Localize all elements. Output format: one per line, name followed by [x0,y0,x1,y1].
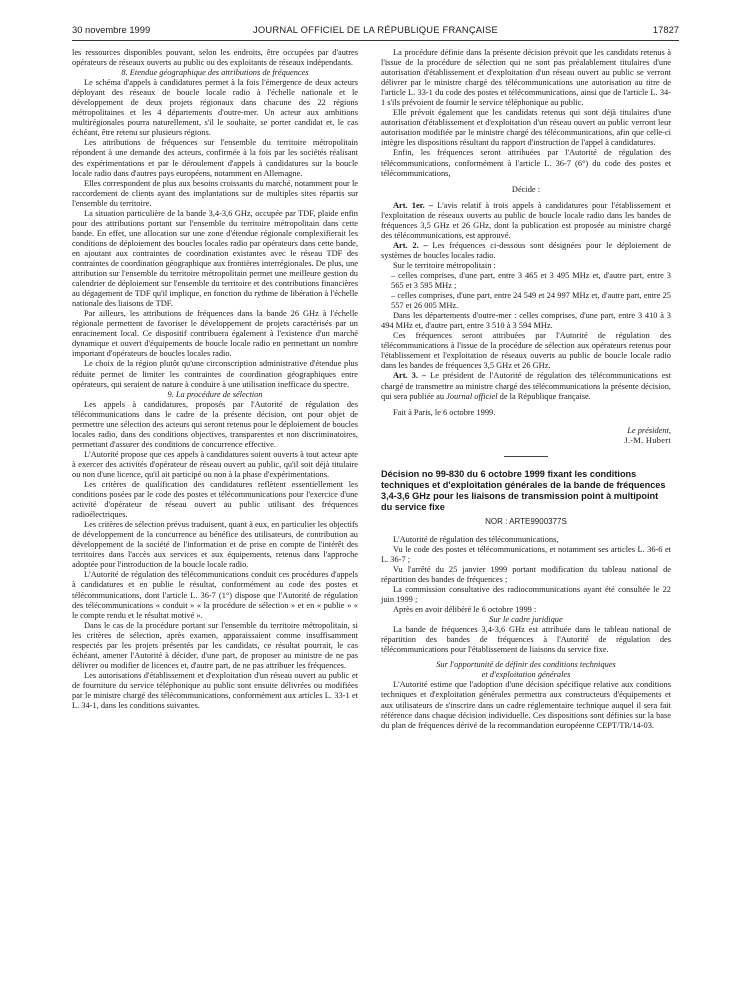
list-item: – celles comprises, d'une part, entre 3 465 et 3 495 MHz et, d'autre part, entre 3 565 et 3 595 MHz ; [391,270,671,291]
signature-title: Le président, [627,425,671,435]
section-heading-8: 8. Etendue géographique des attributions de fréquences [121,68,309,78]
header-page-number: 17827 [652,24,679,35]
article-2-label: Art. 2. – [393,240,428,250]
paragraph: L'Autorité estime que l'adoption d'une décision spécifique relative aux conditions techniques et d'exploitation générales permettra aux constructeurs d'équipements et aux utilisateurs de s'inscrire dans un cadre réglementaire technique auquel il sera fait référence dans chaque décision individuelle. Ces dispositions sont définies sur la base du plan de fréquences dérivé de la recommandation européenne CEPT/TR/14-03. [381,680,671,730]
left-column [72,48,358,711]
paragraph: Elle prévoit également que les candidats retenus qui sont déjà titulaires d'une autorisation d'établissement et d'exploitation d'un réseau ouvert au public verront leur autorisation modifiée par le ministre chargé des télécommunications, afin que celle-ci intègre les dispositions résultant du rapport d'instruction de l'appel à candidatures. [381,108,671,148]
header-rule [72,40,679,41]
section-heading-opportunite-line2: et d'exploitation générales [481,670,571,680]
article-2 [381,241,671,261]
paragraph: Les autorisations d'établissement et d'exploitation d'un réseau ouvert au public et de fourniture du service téléphonique au public sont ensuite délivrées ou modifiées par le ministre chargé des télécommunications, conformément aux articles L. 33-1 et L. 34-1, dans les conditions suivantes. [72,670,358,711]
paragraph: Le choix de la région plutôt qu'une circonscription administrative d'étendue plus réduite permet de limiter les contraintes de coordination géographiques entre opérateurs, qui seraient de nature à conduire à une utilisation inefficace du spectre. [72,359,358,389]
list-item: – celles comprises, d'une part, entre 24 549 et 24 997 MHz et, d'autre part, entre 25 557 et 26 005 MHz. [391,291,671,311]
paragraph: Sur le territoire métropolitain : [393,260,496,270]
section-heading-9: 9. La procédure de sélection [167,389,263,399]
paragraph: La procédure définie dans la présente décision prévoit que les candidats retenus à l'issue de la procédure de sélection qui ne sont pas préalablement titulaires d'une autorisation d'établissement et d'exploitation d'un réseau ouvert au public se verront délivrer par le ministre chargé des télécommunications une autorisation au titre de l'article L. 33-1 du code des postes et télécommunications, ainsi que de l'article L. 34-1 s'ils prévoient de fournir le service téléphonique au public. [381,48,671,108]
paragraph: Vu l'arrêté du 25 janvier 1999 portant modification du tableau national de répartition des bandes de fréquences ; [381,564,671,584]
header-date: 30 novembre 1999 [72,24,151,35]
article-3-journal: Journal officiel [446,391,498,401]
paragraph: Enfin, les fréquences seront attribuées par l'Autorité de régulation des télécommunications, conformément à l'article L. 36-7 (6°) du code des postes et télécommunications, [381,148,671,178]
article-1-label: Art. 1er. – [393,200,433,210]
paragraph: Après en avoir délibéré le 6 octobre 1999 : [393,605,537,615]
article-3-label: Art. 3. – [393,371,427,381]
paragraph: La bande de fréquences 3,4-3,6 GHz est attribuée dans le tableau national de répartition des bandes de fréquences à l'Autorité de régulation des télécommunications pour l'établissement de liaisons du service fixe. [381,625,671,655]
paragraph: Les appels à candidatures, proposés par l'Autorité de régulation des télécommunications dans le cadre de la présente décision, ont pour objet de permettre une sélection des acteurs qui seront retenus pour le déploiement de boucles locales radio, dans des conditions objectives, transparentes et non discriminatoires, permettant d'assurer des conditions de concurrence effective. [72,399,358,449]
paragraph: L'Autorité de régulation des télécommunications, [393,534,559,544]
header-journal-title: JOURNAL OFFICIEL DE LA RÉPUBLIQUE FRANÇAISE [253,24,498,35]
article-3 [381,371,671,401]
decision-title: Décision no 99-830 du 6 octobre 1999 fixant les conditions techniques et d'exploitation générales de la bande de fréquences 3,4-3,6 GHz pour les liaisons de transmission point à multipoint du service fixe [381,468,666,512]
nor-reference: NOR : ARTE9900377S [485,516,567,526]
paragraph: Les critères de sélection prévus traduisent, quant à eux, en particulier les objectifs de développement de la concurrence au bénéfice des utilisateurs, de contribution au développement de la société de l'information et de prise en compte de l'intérêt des territoires dans l'accès aux services et aux équipements, retenus dans l'approche adoptée pour l'introduction de la boucle locale radio. [72,520,358,570]
section-heading-cadre: Sur le cadre juridique [489,615,563,625]
paragraph: Vu le code des postes et télécommunications, et notamment ses articles L. 36-6 et L. 36-7 ; [381,544,671,564]
article-1 [381,201,671,241]
paragraph: La commission consultative des radiocommunications ayant été consultée le 22 juin 1999 ; [381,585,671,605]
paragraph: L'Autorité de régulation des télécommunications conduit ces procédures d'appels à candidatures et en publie le résultat, conformément au code des postes et télécommunications, dont l'article L. 36-7 (1°) dispose que l'Autorité de régulation des télécommunications « conduit » « la procédure de sélection » et en « publie » « le compte rendu et le résultat motivé ». [72,570,358,620]
paragraph: Dans le cas de la procédure portant sur l'ensemble du territoire métropolitain, si les critères de sélection, après examen, apparaissaient comme insuffisamment respectés par les projets présentés par les candidats, ce résultat pourrait, le cas échéant, amener l'Autorité à décider, d'une part, de proposer au ministre de ne pas délivrer ou modifier de licences et, d'autre part, de ne pas attribuer les fréquences. [72,620,358,670]
page-header [72,24,679,38]
decide-heading: Décide : [511,184,541,194]
paragraph: Par ailleurs, les attributions de fréquences dans la bande 26 GHz à l'échelle régionale permettent de favoriser le développement de projets caractérisés par un enracinement local. Ce dispositif contribuera également à l'existence d'un marché dynamique et ouvert d'équipements de boucle locale radio en permettant un nombre important d'opérateurs de boucles locales radio. [72,309,358,359]
article-2-text: Les fréquences ci-dessous sont désignées pour le déploiement de systèmes de boucles locales radio. [381,240,672,260]
article-3-text-b: de la République française. [497,391,591,401]
paragraph: Les critères de qualification des candidatures reflètent essentiellement les conditions posées par le code des postes et télécommunications pour l'exercice d'une activité d'opérateur de réseau ouvert au public utilisant des fréquences radioélectriques. [72,480,358,520]
section-heading-opportunite: Sur l'opportunité de définir des conditions techniques [436,660,616,670]
article-3-text-a: Le président de l'Autorité de régulation des télécommunications est chargé de transmettre au ministre chargé des télécommunications la présente décision, qui sera publiée au [381,371,671,401]
paragraph: Les attributions de fréquences sur l'ensemble du territoire métropolitain répondent à une demande des acteurs, confirmée à la fois par les sociétés réalisant des expérimentations et par le déroulement d'appels à candidatures sur la boucle locale radio dans d'autres pays européens, notamment en Allemagne. [72,138,358,178]
section-separator [504,456,548,457]
paragraph: Elles correspondent de plus aux besoins croissants du marché, notamment pour le raccordement de clients ayant des implantations sur de multiples sites répartis sur l'ensemble du territoire. [72,178,358,208]
signature-name: J.-M. Hubert [624,435,671,445]
paragraph: L'Autorité propose que ces appels à candidatures soient ouverts à tout acteur apte à exercer des activités d'opérateur de réseau ouvert au public, qu'il soit déjà titulaire ou non d'une licence, qu'il ait participé ou non à la phase d'expérimentations. [72,449,358,479]
paragraph: La situation particulière de la bande 3,4-3,6 GHz, occupée par TDF, plaide enfin pour des attributions portant sur l'ensemble du territoire métropolitain dans cette bande. En effet, une allocation sur une zone d'étendue régionale complexifierait les conditions de déploiement des boucles locales radio par opérateurs dans cette bande, en ajoutant aux contraintes de coordination existantes avec le réseau TDF des contraintes de coordination géographique aux frontières interrégionales. De plus, une attribution sur l'ensemble du territoire métropolitain permet une meilleure gestion du calendrier de déploiement sur l'ensemble du territoire et des contributions financières au dégagement de TDF qu'il implique, en fonction du rythme de libération à l'échelle nationale des liaisons de TDF. [72,208,358,309]
paragraph: Dans les départements d'outre-mer : celles comprises, d'une part, entre 3 410 à 3 494 MHz et, d'autre part, entre 3 510 à 3 594 MHz. [381,311,671,331]
paragraph: Ces fréquences seront attribuées par l'Autorité de régulation des télécommunications à l'issue de la procédure de sélection aux opérateurs retenus pour l'établissement et l'exploitation de réseaux ouverts au public de boucle locale radio dans les bandes de fréquences 3,5 GHz et 26 GHz. [381,331,671,371]
paragraph: les ressources disponibles pouvant, selon les endroits, être occupées par d'autres opérateurs de réseaux ouverts au public ou des exploitants de réseaux indépendants. [72,48,358,68]
signature-place-date: Fait à Paris, le 6 octobre 1999. [393,407,496,417]
article-1-text: L'avis relatif à trois appels à candidatures pour l'établissement et l'exploitation de réseaux ouverts au public de boucle locale radio dans les bandes de fréquences 3,5 GHz et 26 GHz, dont la publication est proposée au ministre chargé des télécommunications, est approuvé. [381,200,672,240]
paragraph: Le schéma d'appels à candidatures permet à la fois l'émergence de deux acteurs déployant des réseaux de boucle locale radio à l'échelle nationale et le développement de deux projets régionaux dans chacune des 22 régions métropolitaines et les 4 départements d'outre-mer. Un acteur aux ambitions multirégionales pourra naturellement, s'il le souhaite, se porter candidat et, le cas échéant, être retenu sur plusieurs régions. [72,78,358,138]
right-column [381,48,671,731]
